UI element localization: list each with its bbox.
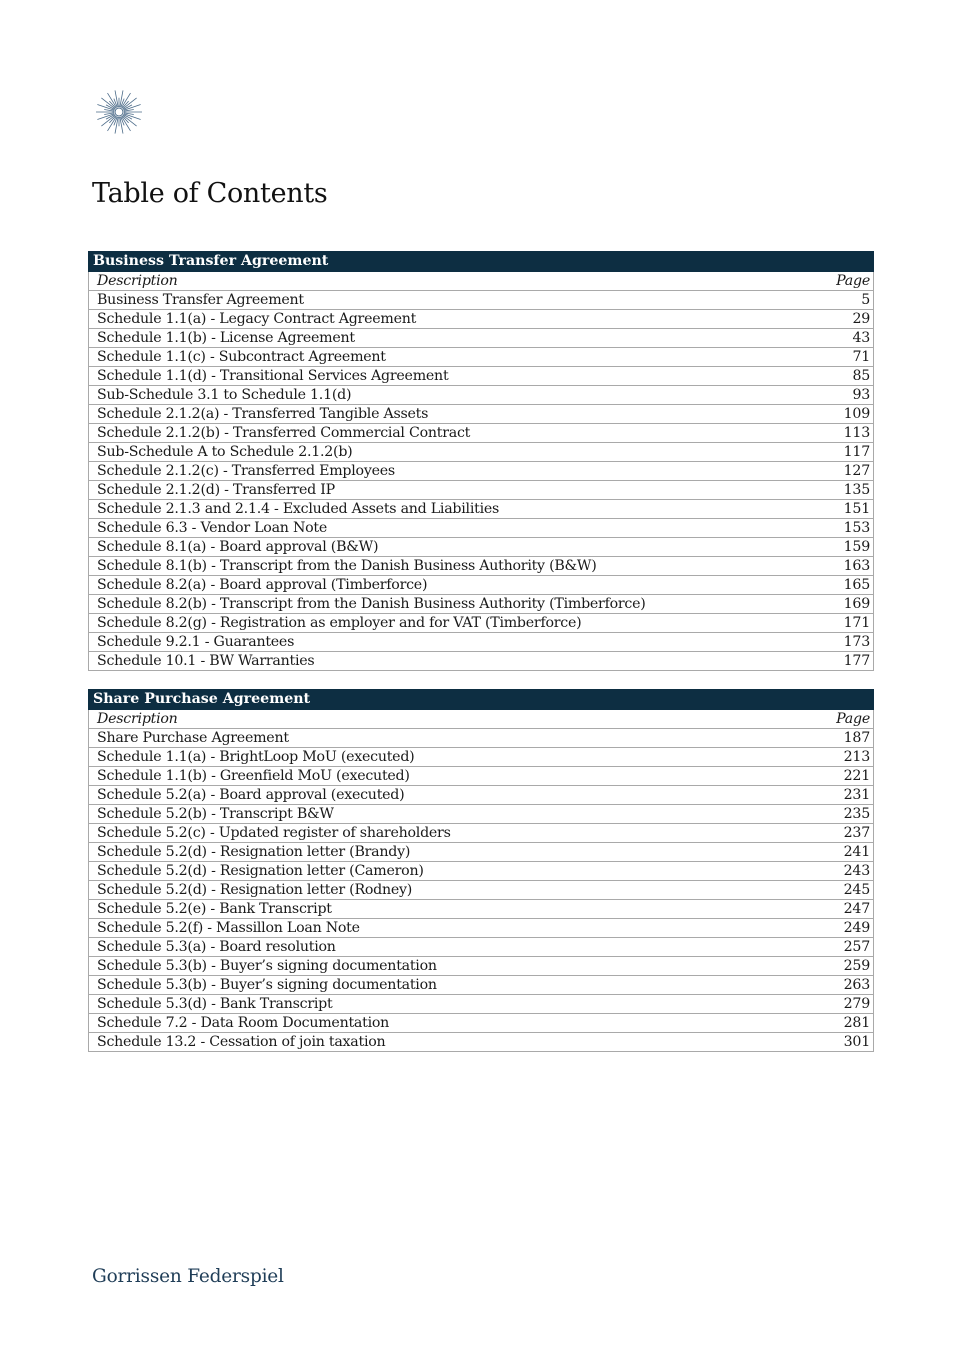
column-header-description: Description [89,272,803,291]
toc-row-description[interactable]: Schedule 10.1 - BW Warranties [89,652,803,671]
toc-row-page-number[interactable]: 301 [802,1033,874,1052]
toc-row[interactable] [89,614,874,633]
toc-row-description[interactable]: Schedule 2.1.2(b) - Transferred Commercial Contract [89,424,803,443]
toc-row-description[interactable]: Schedule 8.1(a) - Board approval (B&W) [89,538,803,557]
toc-row-page-number[interactable]: 159 [802,538,874,557]
toc-table [88,689,874,1052]
footer-brand: Gorrissen Federspiel [92,1266,284,1287]
toc-row-page-number[interactable]: 71 [802,348,874,367]
toc-row-description[interactable]: Schedule 2.1.2(a) - Transferred Tangible Assets [89,405,803,424]
toc-row-description[interactable]: Schedule 5.2(f) - Massillon Loan Note [89,919,803,938]
toc-row-page-number[interactable]: 279 [802,995,874,1014]
toc-row-page-number[interactable]: 241 [802,843,874,862]
toc-row[interactable] [89,919,874,938]
toc-row[interactable] [89,481,874,500]
toc-row-description[interactable]: Schedule 9.2.1 - Guarantees [89,633,803,652]
toc-row[interactable] [89,824,874,843]
toc-row[interactable] [89,633,874,652]
toc-row-description[interactable]: Schedule 1.1(b) - License Agreement [89,329,803,348]
toc-row[interactable] [89,805,874,824]
toc-row-page-number[interactable]: 263 [802,976,874,995]
page-title: Table of Contents [92,178,328,209]
toc-row[interactable] [89,462,874,481]
toc-row-description[interactable]: Schedule 8.2(g) - Registration as employer and for VAT (Timberforce) [89,614,803,633]
toc-row-description[interactable]: Schedule 5.3(d) - Bank Transcript [89,995,803,1014]
toc-row-page-number[interactable]: 245 [802,881,874,900]
toc-row-page-number[interactable]: 243 [802,862,874,881]
toc-row[interactable] [89,367,874,386]
toc-row-page-number[interactable]: 117 [802,443,874,462]
toc-row-description[interactable]: Schedule 1.1(c) - Subcontract Agreement [89,348,803,367]
section-header: Business Transfer Agreement [89,252,874,272]
toc-row-description[interactable]: Schedule 5.2(a) - Board approval (executed) [89,786,803,805]
toc-row-description[interactable]: Schedule 5.2(c) - Updated register of shareholders [89,824,803,843]
toc-row[interactable] [89,329,874,348]
toc-row-page-number[interactable]: 237 [802,824,874,843]
toc-row-description[interactable]: Schedule 2.1.2(c) - Transferred Employees [89,462,803,481]
toc-section-business-transfer [88,251,874,671]
toc-row[interactable] [89,1014,874,1033]
toc-row-description[interactable]: Schedule 5.2(d) - Resignation letter (Cameron) [89,862,803,881]
toc-section-share-purchase [88,689,874,1052]
toc-row-description[interactable]: Sub-Schedule 3.1 to Schedule 1.1(d) [89,386,803,405]
toc-row-page-number[interactable]: 113 [802,424,874,443]
toc-row[interactable] [89,881,874,900]
starburst-logo-icon [90,88,148,140]
toc-row-page-number[interactable]: 169 [802,595,874,614]
toc-row-description[interactable]: Schedule 1.1(a) - Legacy Contract Agreement [89,310,803,329]
toc-row-description[interactable]: Business Transfer Agreement [89,291,803,310]
toc-row-description[interactable]: Schedule 8.1(b) - Transcript from the Danish Business Authority (B&W) [89,557,803,576]
toc-row[interactable] [89,538,874,557]
column-header-row [89,272,874,291]
toc-row-description[interactable]: Schedule 7.2 - Data Room Documentation [89,1014,803,1033]
toc-row[interactable] [89,1033,874,1052]
toc-row-page-number[interactable]: 281 [802,1014,874,1033]
toc-row[interactable] [89,748,874,767]
toc-row-description[interactable]: Schedule 6.3 - Vendor Loan Note [89,519,803,538]
toc-row[interactable] [89,843,874,862]
toc-row-description[interactable]: Sub-Schedule A to Schedule 2.1.2(b) [89,443,803,462]
toc-row-page-number[interactable]: 247 [802,900,874,919]
toc-row-page-number[interactable]: 173 [802,633,874,652]
toc-row-description[interactable]: Schedule 5.3(a) - Board resolution [89,938,803,957]
toc-row-page-number[interactable]: 177 [802,652,874,671]
toc-row-page-number[interactable]: 29 [802,310,874,329]
toc-row[interactable] [89,938,874,957]
toc-row-description[interactable]: Share Purchase Agreement [89,729,803,748]
toc-row-page-number[interactable]: 259 [802,957,874,976]
toc-row-page-number[interactable]: 235 [802,805,874,824]
toc-row-page-number[interactable]: 213 [802,748,874,767]
toc-row[interactable] [89,519,874,538]
toc-row-page-number[interactable]: 151 [802,500,874,519]
toc-row-page-number[interactable]: 171 [802,614,874,633]
toc-row-description[interactable]: Schedule 5.2(d) - Resignation letter (Rodney) [89,881,803,900]
toc-row-page-number[interactable]: 153 [802,519,874,538]
toc-row[interactable] [89,310,874,329]
toc-row-description[interactable]: Schedule 1.1(d) - Transitional Services Agreement [89,367,803,386]
column-header-page: Page [802,272,874,291]
toc-row-page-number[interactable]: 257 [802,938,874,957]
toc-row-page-number[interactable]: 165 [802,576,874,595]
toc-row[interactable] [89,595,874,614]
toc-row-page-number[interactable]: 109 [802,405,874,424]
toc-row-page-number[interactable]: 135 [802,481,874,500]
toc-row-description[interactable]: Schedule 5.2(d) - Resignation letter (Brandy) [89,843,803,862]
toc-row-description[interactable]: Schedule 5.2(e) - Bank Transcript [89,900,803,919]
toc-row-page-number[interactable]: 163 [802,557,874,576]
toc-row[interactable] [89,957,874,976]
toc-row-page-number[interactable]: 127 [802,462,874,481]
toc-row-page-number[interactable]: 5 [802,291,874,310]
toc-row-description[interactable]: Schedule 2.1.2(d) - Transferred IP [89,481,803,500]
toc-row[interactable] [89,443,874,462]
toc-row[interactable] [89,576,874,595]
toc-row[interactable] [89,291,874,310]
toc-row-page-number[interactable]: 231 [802,786,874,805]
toc-table [88,251,874,671]
toc-row[interactable] [89,900,874,919]
toc-row-description[interactable]: Schedule 8.2(b) - Transcript from the Danish Business Authority (Timberforce) [89,595,803,614]
toc-row[interactable] [89,767,874,786]
toc-row[interactable] [89,348,874,367]
toc-row-description[interactable]: Schedule 13.2 - Cessation of join taxation [89,1033,803,1052]
toc-row-page-number[interactable]: 187 [802,729,874,748]
column-header-row [89,710,874,729]
toc-row-page-number[interactable]: 249 [802,919,874,938]
toc-row[interactable] [89,424,874,443]
toc-row[interactable] [89,386,874,405]
toc-row-page-number[interactable]: 85 [802,367,874,386]
toc-row[interactable] [89,862,874,881]
toc-row[interactable] [89,405,874,424]
column-header-description: Description [89,710,803,729]
toc-row-description[interactable]: Schedule 1.1(b) - Greenfield MoU (executed) [89,767,803,786]
toc-row[interactable] [89,500,874,519]
toc-row[interactable] [89,786,874,805]
toc-row-page-number[interactable]: 43 [802,329,874,348]
toc-row-description[interactable]: Schedule 2.1.3 and 2.1.4 - Excluded Assets and Liabilities [89,500,803,519]
section-header: Share Purchase Agreement [89,690,874,710]
column-header-page: Page [802,710,874,729]
toc-row-description[interactable]: Schedule 5.3(b) - Buyer’s signing documentation [89,957,803,976]
toc-row-page-number[interactable]: 93 [802,386,874,405]
toc-row[interactable] [89,557,874,576]
toc-row-description[interactable]: Schedule 8.2(a) - Board approval (Timberforce) [89,576,803,595]
toc-row[interactable] [89,995,874,1014]
toc-row[interactable] [89,652,874,671]
toc-row[interactable] [89,729,874,748]
toc-row-description[interactable]: Schedule 5.3(b) - Buyer’s signing documentation [89,976,803,995]
toc-row-page-number[interactable]: 221 [802,767,874,786]
toc-row-description[interactable]: Schedule 5.2(b) - Transcript B&W [89,805,803,824]
toc-row-description[interactable]: Schedule 1.1(a) - BrightLoop MoU (executed) [89,748,803,767]
toc-row[interactable] [89,976,874,995]
